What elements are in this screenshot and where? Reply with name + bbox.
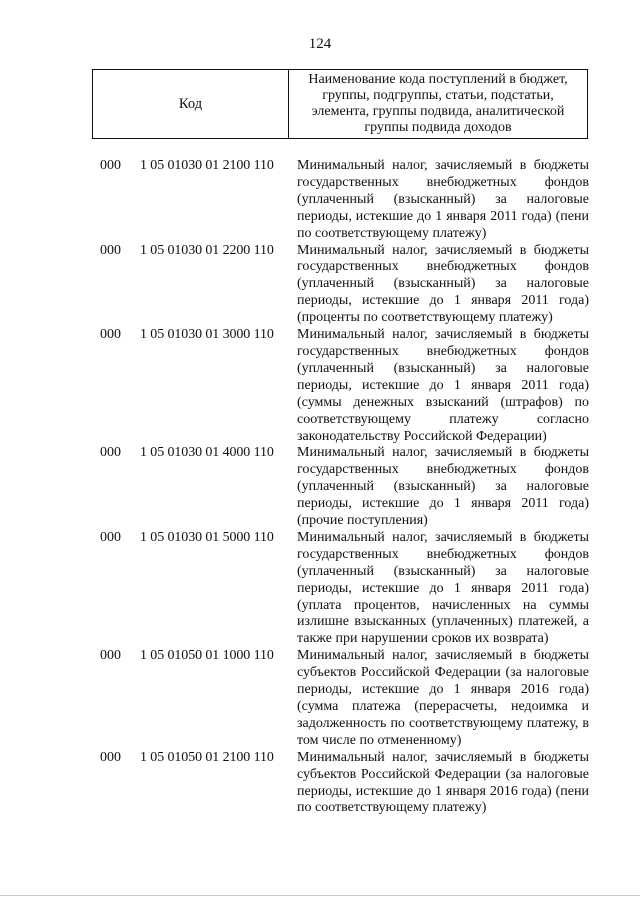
table-row	[0, 243, 640, 328]
row-income-code: 1 05 01030 01 2100 110	[140, 158, 274, 173]
row-description: Минимальный налог, зачисляемый в бюджеты субъектов Российской Федерации (за налоговые периоды, истекшие до 1 января 2016 года) (пени по соответствующему платежу)	[297, 749, 589, 816]
row-admin-code: 000	[100, 327, 121, 343]
row-description: Минимальный налог, зачисляемый в бюджеты государственных внебюджетных фондов (уплаченный (взысканный) за налоговые периоды, истекшие до 1 января 2011 года) (уплата процентов, начисленных на суммы излишне взысканных (уплаченных) платежей, а также при нарушении сроков их возврата)	[297, 529, 589, 647]
row-admin-code: 000	[100, 242, 121, 258]
row-admin-code: 000	[100, 749, 121, 765]
table-row	[0, 750, 640, 818]
row-income-code: 1 05 01030 01 3000 110	[140, 327, 274, 343]
row-income-code: 1 05 01030 01 4000 110	[140, 445, 274, 461]
row-description: Минимальный налог, зачисляемый в бюджеты субъектов Российской Федерации (за налоговые периоды, истекшие до 1 января 2016 года) (сумма платежа (перерасчеты, недоимка и задолженность по соответствующему платежу, в том числе по отмененному)	[297, 648, 589, 748]
table-row	[0, 445, 640, 530]
row-description: Минимальный налог, зачисляемый в бюджеты государственных внебюджетных фондов (уплаченный (взысканный) за налоговые периоды, истекшие до 1 января 2011 года) (прочие поступления)	[297, 445, 589, 529]
page-bottom-edge	[0, 895, 640, 896]
row-description: Минимальный налог, зачисляемый в бюджеты государственных внебюджетных фондов (уплаченный (взысканный) за налоговые периоды, истекшие до 1 января 2011 года) (пени по соответствующему платежу)	[297, 158, 589, 241]
header-name-label: Наименование кода поступлений в бюджет, группы, подгруппы, статьи, подстатьи, элемента, группы подвида, аналитической группы подвида доходов	[308, 72, 568, 135]
row-admin-code: 000	[100, 529, 121, 545]
row-income-code: 1 05 01050 01 1000 110	[140, 648, 274, 664]
table-row	[0, 648, 640, 749]
row-admin-code: 000	[100, 158, 121, 173]
table-row	[0, 158, 640, 243]
table-body	[0, 158, 640, 817]
row-income-code: 1 05 01030 01 5000 110	[140, 529, 274, 545]
table-header	[92, 69, 588, 139]
header-code-label: Код	[93, 70, 289, 138]
row-income-code: 1 05 01050 01 2100 110	[140, 749, 274, 765]
row-description: Минимальный налог, зачисляемый в бюджеты государственных внебюджетных фондов (уплаченный (взысканный) за налоговые периоды, истекшие до 1 января 2011 года) (суммы денежных взысканий (штрафов) по соответствующему платежу согласно законодательству Российской Федерации)	[297, 327, 589, 444]
row-description: Минимальный налог, зачисляемый в бюджеты государственных внебюджетных фондов (уплаченный (взысканный) за налоговые периоды, истекшие до 1 января 2011 года) (проценты по соответствующему платежу)	[297, 242, 589, 326]
row-income-code: 1 05 01030 01 2200 110	[140, 242, 274, 258]
page-number: 124	[308, 36, 332, 52]
row-admin-code: 000	[100, 648, 121, 664]
table-row	[0, 327, 640, 445]
table-row	[0, 530, 640, 648]
row-admin-code: 000	[100, 445, 121, 461]
